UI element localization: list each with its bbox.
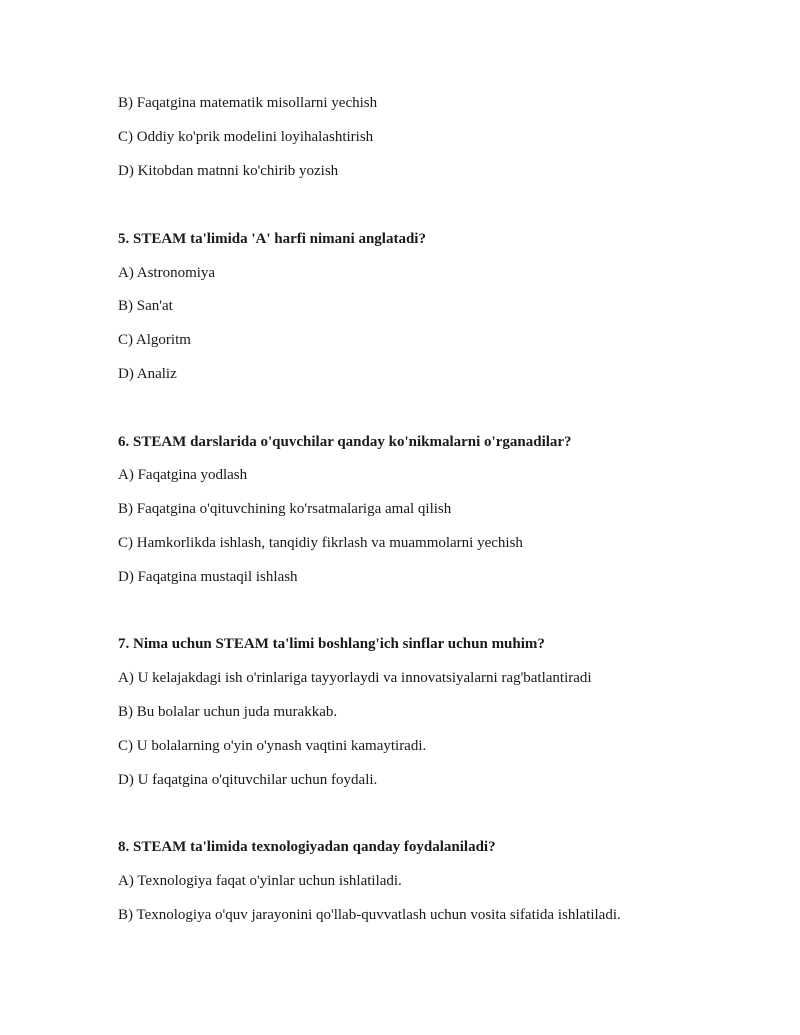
option-b: B) Faqatgina o'qituvchining ko'rsatmalariga amal qilish <box>118 501 452 517</box>
option-a: A) Astronomiya <box>118 265 216 281</box>
option-a: A) Faqatgina yodlash <box>118 467 248 483</box>
option-d: D) U faqatgina o'qituvchilar uchun foydali. <box>118 772 378 788</box>
option-b: B) Faqatgina matematik misollarni yechish <box>118 95 378 111</box>
question-8: 8. STEAM ta'limida texnologiyadan qanday foydalaniladi? <box>118 839 496 855</box>
option-c: C) Algoritm <box>118 332 191 348</box>
option-a: A) Texnologiya faqat o'yinlar uchun ishlatiladi. <box>118 873 402 889</box>
option-d: D) Kitobdan matnni ko'chirib yozish <box>118 163 339 179</box>
option-a: A) U kelajakdagi ish o'rinlariga tayyorlaydi va innovatsiyalarni rag'batlantiradi <box>118 670 592 686</box>
option-b: B) Bu bolalar uchun juda murakkab. <box>118 704 338 720</box>
option-c: C) U bolalarning o'yin o'ynash vaqtini kamaytiradi. <box>118 738 427 754</box>
option-d: D) Faqatgina mustaqil ishlash <box>118 569 298 585</box>
option-c: C) Oddiy ko'prik modelini loyihalashtirish <box>118 129 374 145</box>
option-c: C) Hamkorlikda ishlash, tanqidiy fikrlash va muammolarni yechish <box>118 535 523 551</box>
question-7: 7. Nima uchun STEAM ta'limi boshlang'ich sinflar uchun muhim? <box>118 636 545 652</box>
option-b: B) Texnologiya o'quv jarayonini qo'llab-quvvatlash uchun vosita sifatida ishlatiladi. <box>118 907 621 923</box>
option-d: D) Analiz <box>118 366 177 382</box>
option-b: B) San'at <box>118 298 173 314</box>
question-5: 5. STEAM ta'limida 'A' harfi nimani anglatadi? <box>118 231 426 247</box>
question-6: 6. STEAM darslarida o'quvchilar qanday ko'nikmalarni o'rganadilar? <box>118 434 572 450</box>
